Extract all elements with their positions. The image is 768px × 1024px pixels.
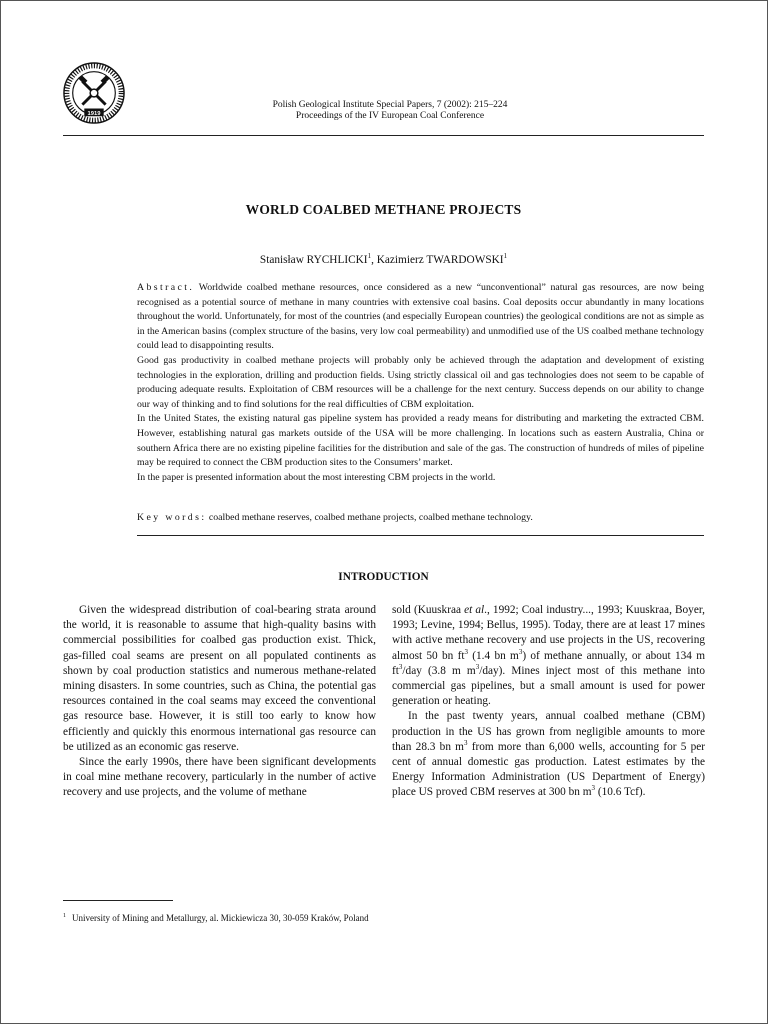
superscript: 3 [475, 663, 480, 672]
text-run: In the past twenty years, annual coalbed methane (CBM) production in the US has grown from negligible amounts to more than 28.3 bn m [392, 710, 705, 753]
body-paragraph [392, 603, 705, 709]
author-separator: , [371, 253, 377, 266]
section-heading: INTRODUCTION [338, 571, 429, 583]
footnote [63, 913, 704, 923]
text-run: /day). Mines inject most of this methane into commercial gas pipelines, but a small amount is used for power generation or heating. [392, 664, 705, 708]
text-run-italic: et al [464, 604, 485, 616]
superscript: 3 [464, 647, 468, 656]
text-run: (1.4 bn m [467, 649, 519, 662]
authors-line [63, 252, 704, 266]
footnote-marker: 1 [63, 913, 66, 919]
abstract [137, 281, 704, 485]
keywords [137, 512, 704, 523]
superscript: 3 [518, 647, 523, 656]
superscript: 3 [591, 784, 596, 793]
paper-title: WORLD COALBED METHANE PROJECTS [245, 202, 522, 217]
abstract-paragraph: In the paper is presented information about the most interesting CBM projects in the world. [137, 471, 496, 483]
journal-citation: Polish Geological Institute Special Papers, 7 (2002): 215–224 [272, 100, 508, 110]
superscript: 3 [463, 739, 468, 748]
footnote-rule [63, 900, 173, 901]
svg-text:1919: 1919 [87, 110, 101, 117]
affiliation-marker: 1 [367, 252, 372, 260]
body-paragraph: Since the early 1990s, there have been significant developments in coal mine methane recovery, particularly in the number of active recovery and use projects, and the volume of methane [63, 756, 376, 799]
abstract-rule [137, 535, 704, 536]
text-run: (10.6 Tcf). [595, 786, 646, 799]
keywords-text: coalbed methane reserves, coalbed methane projects, coalbed methane technology. [208, 512, 533, 523]
body-column-right [392, 603, 705, 801]
body-column-left [63, 603, 376, 801]
abstract-paragraph [137, 281, 704, 354]
body-paragraph [392, 709, 705, 800]
text-run: ., 1992; Coal industry..., 1993; Kuuskraa, Boyer, 1993; Levine, 1994; Bellus, 1995). Today, there are at least 17 mines with active methane recovery and use projects in the US, recovering almost 50 bn ft [392, 604, 705, 662]
abstract-paragraph: Good gas productivity in coalbed methane projects will probably only be achieved through the adaptation and development of existing technologies in the exploration, drilling and production fields. Using strictly classical oil and gas technologies does not seem to be capable of producing adequate results. Exploitation of CBM resources will be a challenge for the next century. Success depends on our ability to change our way of thinking and to find solutions for the real difficulties of CBM exploitation. [137, 354, 704, 410]
keywords-label: Key words: [137, 512, 207, 523]
affiliation-marker: 1 [503, 252, 508, 260]
author-name: Stanisław RYCHLICKI [259, 253, 368, 266]
superscript: 3 [398, 663, 403, 672]
text-run: ) of methane annually, or about 134 m ft [392, 649, 705, 677]
abstract-text: Worldwide coalbed methane resources, once considered as a new “unconventional” natural gas resources, are now being recognised as a potential source of methane in many countries with extensive coal basins. Coal deposits occur abundantly in many locations throughout the world. Unfortunately, for most of the countries (and especially European countries) the geological conditions are not as simple as in the American basins (complex structure of the basins, very low coal permeability) and unmodified use of the US coalbed methane technology could lead to disappointing results. [137, 282, 705, 352]
header-rule [63, 135, 704, 136]
author-name: Kazimierz TWARDOWSKI [376, 253, 504, 266]
text-run: sold (Kuuskraa [392, 604, 465, 616]
abstract-paragraph: In the United States, the existing natural gas pipeline system has provided a ready means for distributing and marketing the extracted CBM. However, establishing natural gas markets outside of the USA will be more challenging. In locations such as eastern Australia, China or southern Africa there are no existing pipeline facilities for the distribution and sale of the gas. The construction of hundreds of miles of pipeline may be required to connect the CBM production sites to the Consumers’ market. [137, 413, 704, 469]
text-run: /day (3.8 m m [402, 664, 476, 677]
body-paragraph: Given the widespread distribution of coal-bearing strata around the world, it is reasonable to assume that high-quality basins with commercial possibilities for coalbed gas production exist. Thick, gas-filled coal seams are present on all populated continents as shown by coal production statistics and numerous methane-related mining disasters. In some countries, such as China, the potential gas resources contained in the coal seams may exceed the conventional gas resource base. However, it is still too early to know how efficiently and quickly this enormous international gas resource can be utilized as an economic gas reserve. [63, 604, 376, 753]
footnote-text: University of Mining and Metallurgy, al. Mickiewicza 30, 30-059 Kraków, Poland [72, 913, 369, 923]
abstract-label: Abstract. [137, 282, 195, 293]
text-run: from more than 6,000 wells, accounting for 5 per cent of annual domestic gas production. Latest estimates by the Energy Information Administration (US Department of Energy) place US proved CBM reserves at 300 bn m [392, 740, 706, 799]
conference-name: Proceedings of the IV European Coal Conference [295, 111, 485, 121]
institute-seal-logo [63, 62, 125, 124]
